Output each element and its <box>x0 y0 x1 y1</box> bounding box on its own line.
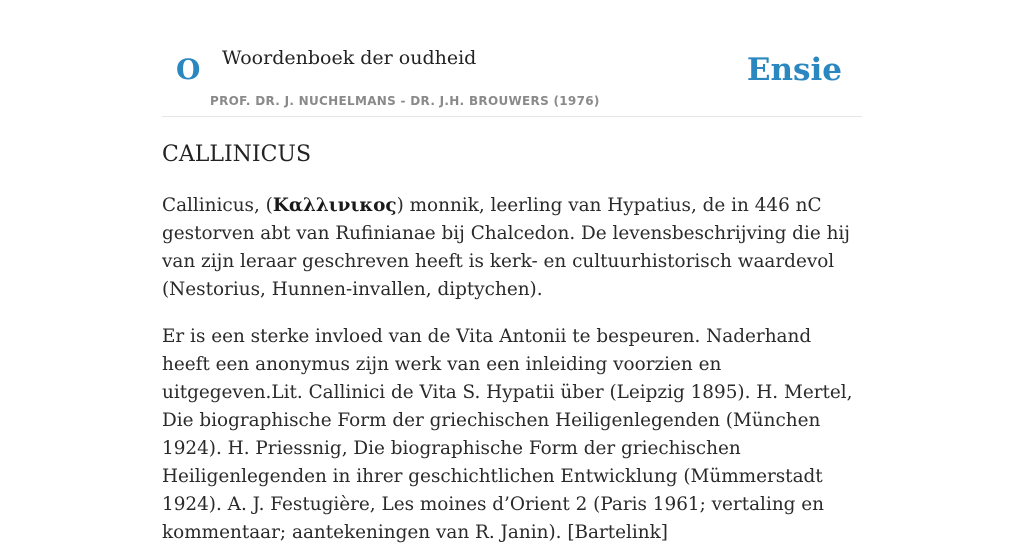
dictionary-authors: PROF. DR. J. NUCHELMANS - DR. J.H. BROUWERS (1976) <box>210 94 600 108</box>
entry-paragraph-1 <box>162 192 862 304</box>
ensie-logo[interactable]: Ensie <box>746 52 842 88</box>
entry-paragraph-2: Er is een sterke invloed van de Vita Antonii te bespeuren. Naderhand heeft een anonymus zijn werk van een inleiding voorzien en uitgegeven.Lit. Callinici de Vita S. Hypatii über (Leipzig 1895). H. Mertel, Die biographische Form der griechischen Heiligenlegenden (München 1924). H. Priessnig, Die biographische Form der griechischen Heiligenlegenden in ihrer geschichtlichen Entwicklung (Mümmerstadt 1924). A. J. Festugière, Les moines d’Orient 2 (Paris 1961; vertaling en kommentaar; aantekeningen van R. Janin). [Bartelink] <box>162 326 853 543</box>
paragraph-1-rest: ) monnik, leerling van Hypatius, de in 446 nC gestorven abt van Rufinianae bij Chalcedon. De levensbeschrijving die hij van zijn leraar geschreven heeft is kerk- en cultuurhistorisch waardevol (Nestorius, Hunnen-invallen, diptychen). <box>162 195 850 300</box>
greek-name: Καλλινικος <box>272 195 397 216</box>
entry-title: CALLINICUS <box>162 142 312 167</box>
dictionary-title[interactable]: Woordenboek der oudheid <box>222 47 477 69</box>
dictionary-logo[interactable]: O <box>176 53 201 86</box>
header <box>162 0 862 117</box>
paragraph-1-intro: Callinicus, ( <box>162 195 273 216</box>
page <box>162 0 862 543</box>
